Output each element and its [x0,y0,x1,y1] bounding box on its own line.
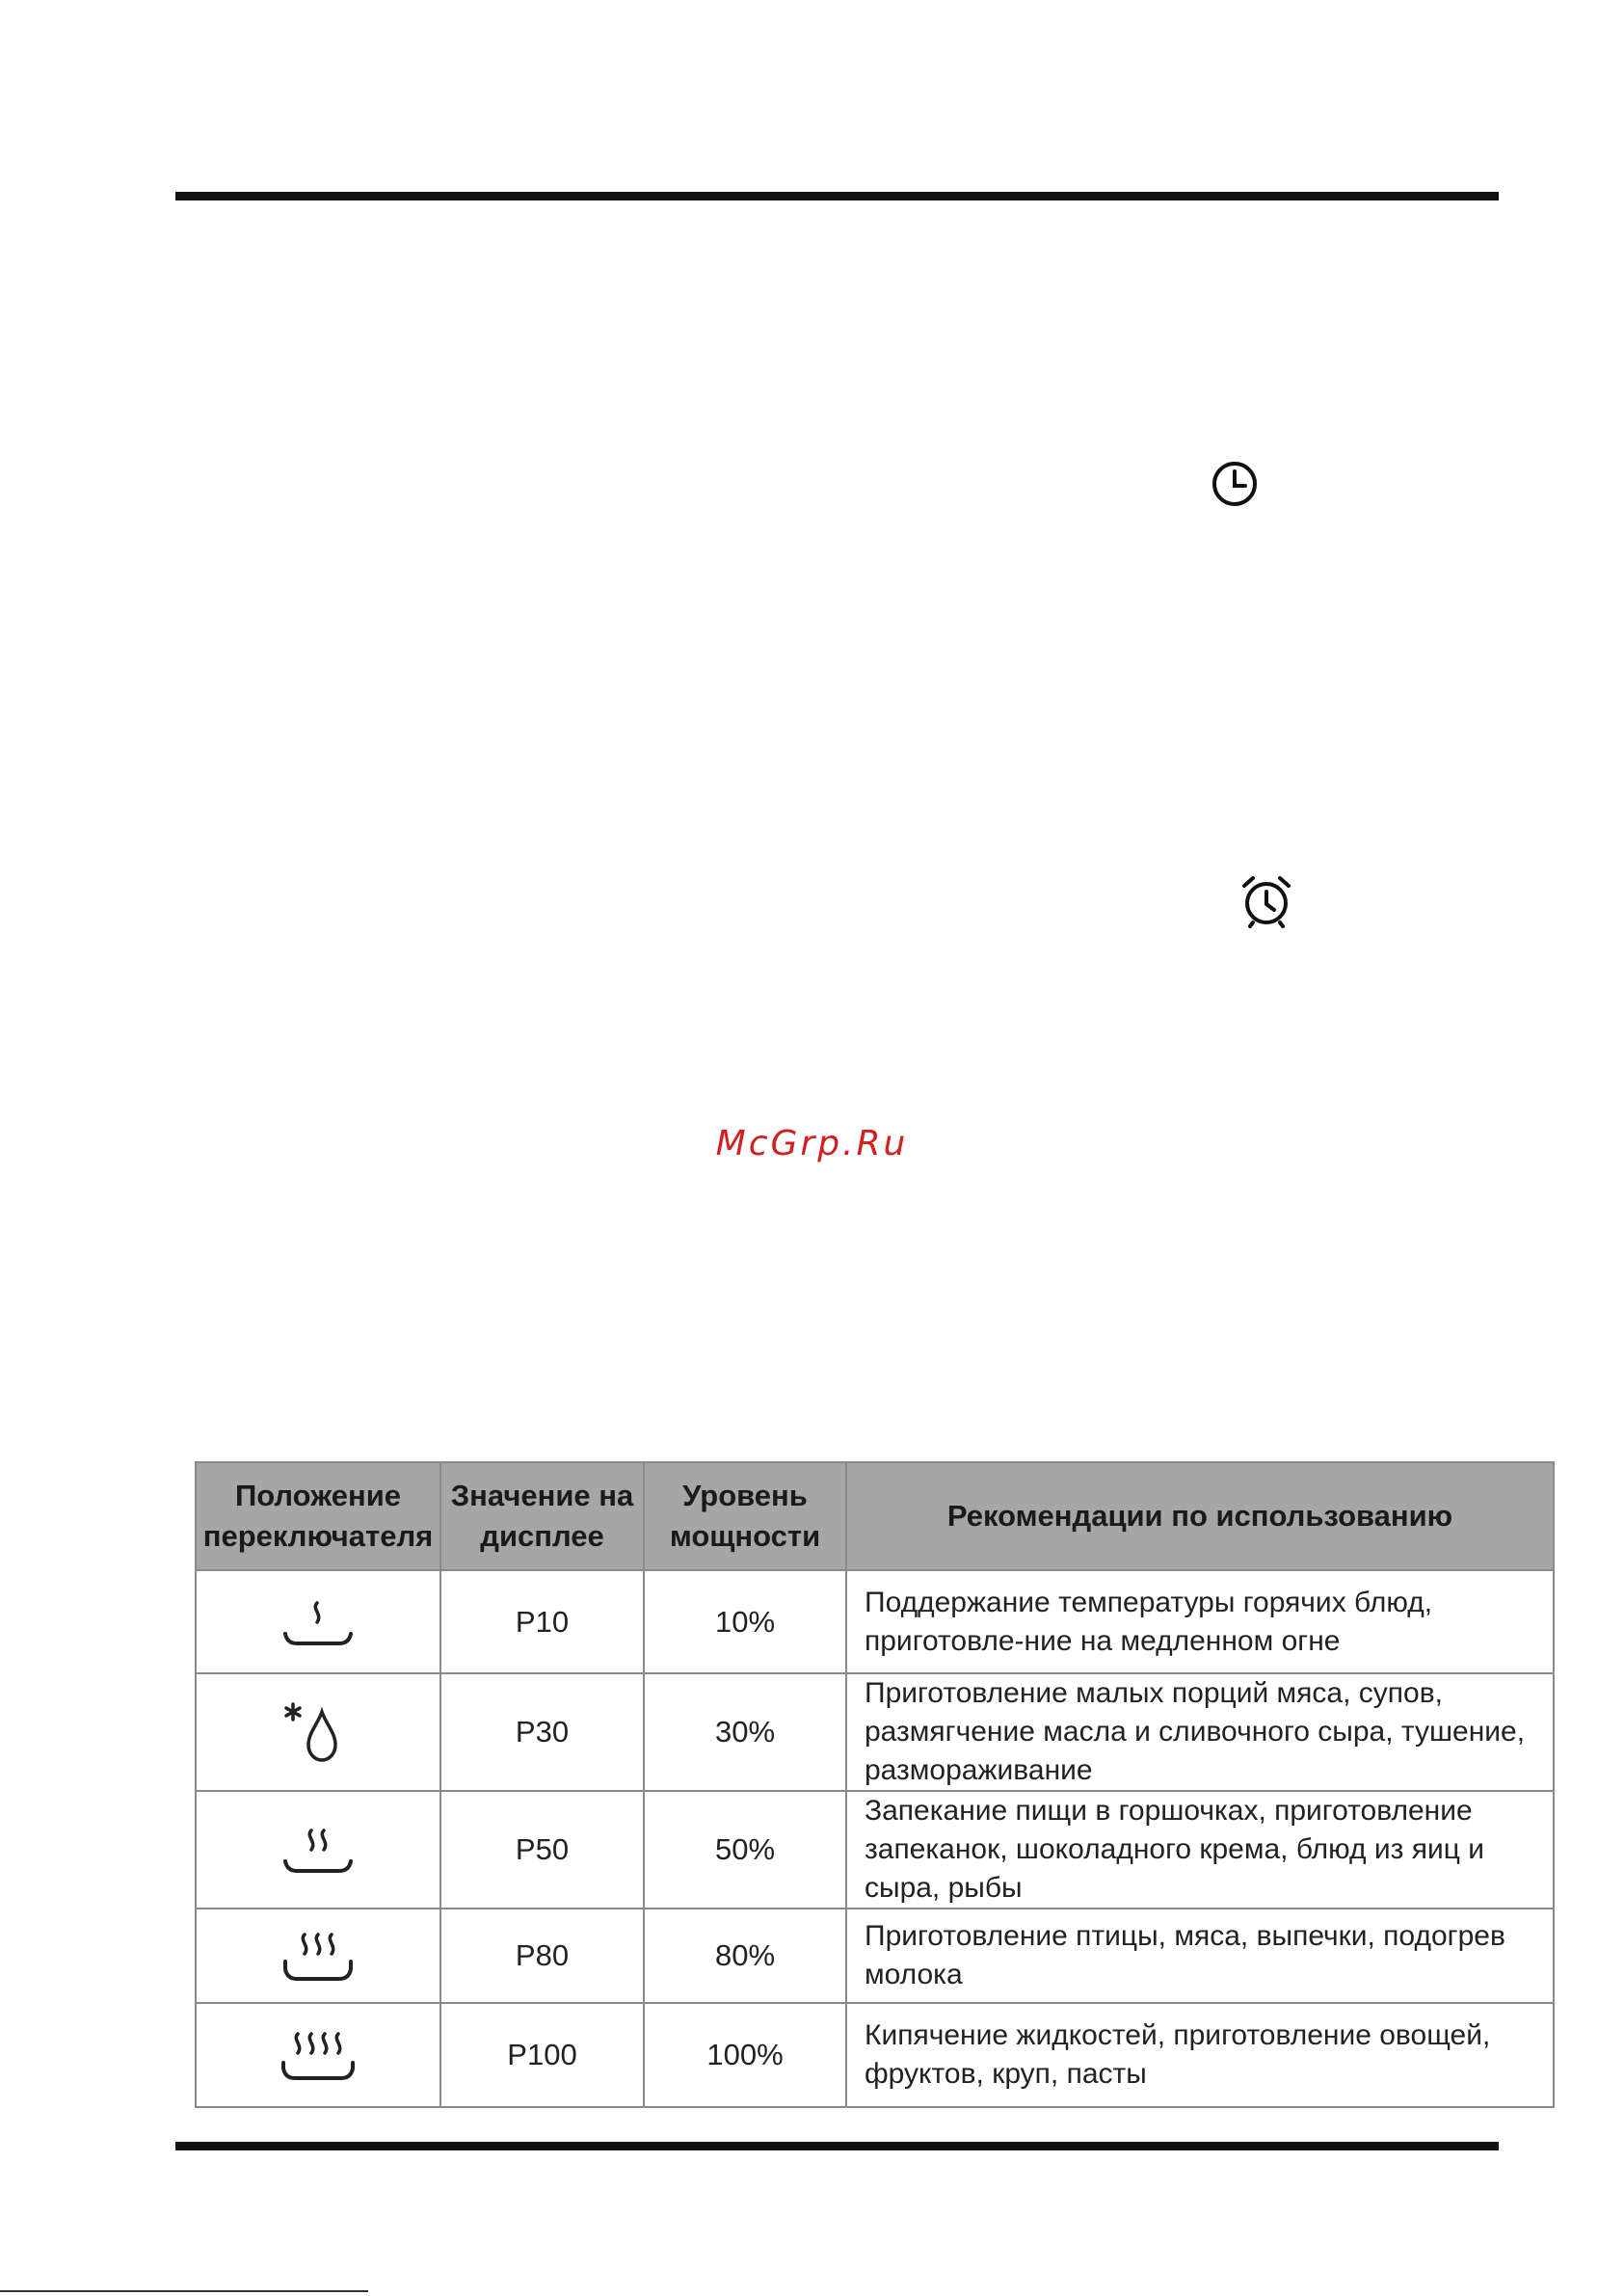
steam-4-wave-pot-icon [278,2026,359,2084]
display-value: P100 [440,2003,644,2107]
recommendation-text: Кипячение жидкостей, приготовление овощей, фруктов, круп, пасты [846,2003,1554,2107]
table-row [196,1909,1554,2003]
defrost-drop-icon [280,1698,357,1766]
position-cell [196,1570,440,1673]
display-value: P50 [440,1791,644,1909]
watermark: McGrp.Ru [715,1124,909,1163]
recommendation-text: Приготовление малых порций мяса, супов, размягчение масла и сливочного сыра, тушение, размораживание [846,1673,1554,1791]
header-power: Уровень мощности [644,1462,846,1570]
page-edge-line [0,2290,368,2292]
power-value: 100% [644,2003,846,2107]
display-value: P10 [440,1570,644,1673]
power-value: 30% [644,1673,846,1791]
table-row [196,1570,1554,1673]
table-row [196,1673,1554,1791]
power-value: 80% [644,1909,846,2003]
recommendation-text: Поддержание температуры горячих блюд, приготовле-ние на медленном огне [846,1570,1554,1673]
position-cell [196,2003,440,2107]
steam-3-wave-pot-icon [280,1927,357,1985]
steam-1-wave-pot-icon [280,1595,357,1649]
table-header-row [196,1462,1554,1570]
alarm-clock-icon [1238,872,1294,928]
power-level-table [195,1461,1555,2108]
power-value: 50% [644,1791,846,1909]
recommendation-text: Приготовление птицы, мяса, выпечки, подогрев молока [846,1909,1554,2003]
header-recommendations: Рекомендации по использованию [846,1462,1554,1570]
header-position: Положение переключателя [196,1462,440,1570]
table-row [196,1791,1554,1909]
position-cell [196,1909,440,2003]
clock-icon [1211,460,1259,508]
table-row [196,2003,1554,2107]
header-display: Значение на дисплее [440,1462,644,1570]
recommendation-text: Запекание пищи в горшочках, приготовление запеканок, шоколадного крема, блюд из яиц и сыра, рыбы [846,1791,1554,1909]
position-cell [196,1791,440,1909]
display-value: P80 [440,1909,644,2003]
bottom-rule [175,2142,1499,2150]
position-cell [196,1673,440,1791]
top-rule [175,192,1499,200]
display-value: P30 [440,1673,644,1791]
steam-2-wave-pot-icon [280,1823,357,1877]
power-value: 10% [644,1570,846,1673]
